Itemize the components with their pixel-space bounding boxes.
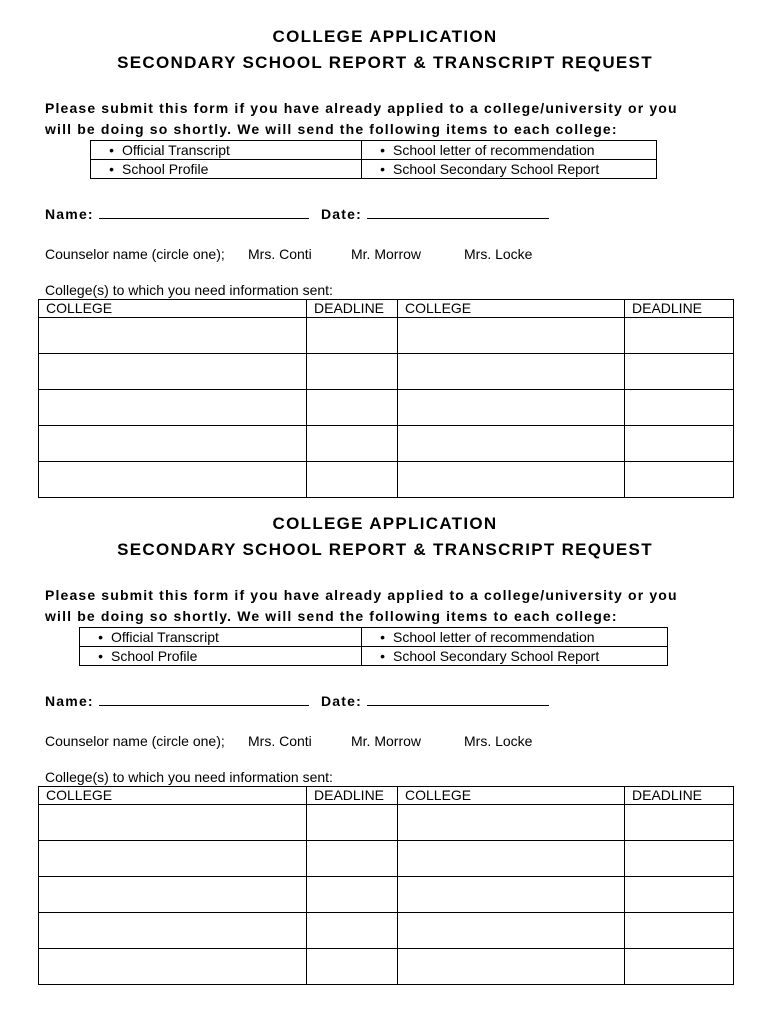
college-cell[interactable] [39, 877, 307, 913]
table-row [39, 426, 734, 462]
item-cell [91, 141, 362, 160]
instructions-line-2: will be doing so shortly. We will send the following items to each college: [45, 121, 618, 137]
date-input-line[interactable] [367, 691, 549, 706]
item-label: School Profile [111, 648, 198, 664]
item-cell [362, 160, 657, 179]
college-cell[interactable] [398, 390, 625, 426]
bullet-icon: • [380, 629, 385, 645]
bullet-icon: • [109, 161, 114, 177]
table-row [39, 354, 734, 390]
items-table [79, 627, 668, 666]
college-cell[interactable] [398, 877, 625, 913]
table-header-row [39, 787, 734, 805]
deadline-cell[interactable] [307, 354, 398, 390]
form-title: COLLEGE APPLICATION [272, 27, 498, 46]
item-cell [362, 647, 668, 666]
deadline-cell[interactable] [625, 426, 734, 462]
deadline-cell[interactable] [307, 805, 398, 841]
college-cell[interactable] [398, 913, 625, 949]
item-cell [362, 141, 657, 160]
items-table [90, 140, 657, 179]
deadline-cell[interactable] [307, 949, 398, 985]
form-title: COLLEGE APPLICATION [272, 514, 498, 533]
instructions-line-1: Please submit this form if you have already applied to a college/university or you [45, 100, 678, 116]
name-label: Name: [45, 693, 94, 709]
colleges-label: College(s) to which you need information sent: [45, 769, 333, 785]
date-input-line[interactable] [367, 204, 549, 219]
deadline-cell[interactable] [307, 390, 398, 426]
deadline-cell[interactable] [307, 913, 398, 949]
instructions [45, 98, 745, 140]
column-header: DEADLINE [625, 300, 734, 318]
deadline-cell[interactable] [625, 841, 734, 877]
column-header: DEADLINE [307, 300, 398, 318]
deadline-cell[interactable] [307, 426, 398, 462]
column-header: COLLEGE [398, 300, 625, 318]
form-copy-1 [0, 0, 770, 500]
item-label: School Secondary School Report [393, 161, 600, 177]
deadline-cell[interactable] [625, 805, 734, 841]
college-cell[interactable] [398, 426, 625, 462]
counselor-option[interactable]: Mrs. Locke [464, 246, 533, 262]
table-row [39, 949, 734, 985]
item-label: School letter of recommendation [393, 629, 595, 645]
table-row [39, 318, 734, 354]
deadline-cell[interactable] [625, 318, 734, 354]
item-label: School letter of recommendation [393, 142, 595, 158]
date-field [321, 204, 549, 222]
college-cell[interactable] [398, 354, 625, 390]
college-cell[interactable] [39, 426, 307, 462]
instructions-line-1: Please submit this form if you have already applied to a college/university or you [45, 587, 678, 603]
column-header: COLLEGE [398, 787, 625, 805]
date-label: Date: [321, 206, 363, 222]
college-cell[interactable] [39, 318, 307, 354]
column-header: DEADLINE [307, 787, 398, 805]
instructions [45, 585, 745, 627]
bullet-icon: • [380, 161, 385, 177]
item-cell [80, 628, 362, 647]
name-input-line[interactable] [99, 691, 309, 706]
item-label: School Profile [122, 161, 209, 177]
name-label: Name: [45, 206, 94, 222]
bullet-icon: • [98, 648, 103, 664]
deadline-cell[interactable] [625, 390, 734, 426]
bullet-icon: • [380, 142, 385, 158]
column-header: COLLEGE [39, 787, 307, 805]
table-row [39, 877, 734, 913]
counselor-option[interactable]: Mr. Morrow [351, 733, 421, 749]
item-cell [80, 647, 362, 666]
college-cell[interactable] [398, 841, 625, 877]
college-cell[interactable] [398, 805, 625, 841]
bullet-icon: • [109, 142, 114, 158]
counselor-label: Counselor name (circle one); [45, 733, 225, 749]
college-cell[interactable] [39, 913, 307, 949]
table-row [39, 841, 734, 877]
item-label: School Secondary School Report [393, 648, 600, 664]
table-row [39, 390, 734, 426]
table-header-row [39, 300, 734, 318]
college-cell[interactable] [39, 805, 307, 841]
deadline-cell[interactable] [625, 354, 734, 390]
college-cell[interactable] [398, 949, 625, 985]
counselor-option[interactable]: Mrs. Conti [248, 733, 312, 749]
name-field [45, 691, 309, 709]
form-subtitle: SECONDARY SCHOOL REPORT & TRANSCRIPT REQUEST [117, 53, 653, 72]
college-deadline-table [38, 299, 734, 498]
table-row [39, 913, 734, 949]
colleges-label: College(s) to which you need information sent: [45, 282, 333, 298]
counselor-option[interactable]: Mrs. Conti [248, 246, 312, 262]
deadline-cell[interactable] [307, 877, 398, 913]
instructions-line-2: will be doing so shortly. We will send the following items to each college: [45, 608, 618, 624]
date-field [321, 691, 549, 709]
item-cell [91, 160, 362, 179]
college-deadline-table [38, 786, 734, 985]
college-cell[interactable] [39, 841, 307, 877]
name-input-line[interactable] [99, 204, 309, 219]
deadline-cell[interactable] [307, 841, 398, 877]
deadline-cell[interactable] [625, 949, 734, 985]
college-cell[interactable] [398, 318, 625, 354]
item-cell [362, 628, 668, 647]
item-label: Official Transcript [111, 629, 219, 645]
counselor-option[interactable]: Mr. Morrow [351, 246, 421, 262]
column-header: COLLEGE [39, 300, 307, 318]
form-copy-2 [0, 487, 770, 987]
college-cell[interactable] [39, 354, 307, 390]
item-label: Official Transcript [122, 142, 230, 158]
deadline-cell[interactable] [625, 913, 734, 949]
college-cell[interactable] [39, 949, 307, 985]
name-field [45, 204, 309, 222]
column-header: DEADLINE [625, 787, 734, 805]
deadline-cell[interactable] [307, 318, 398, 354]
table-row [39, 805, 734, 841]
date-label: Date: [321, 693, 363, 709]
deadline-cell[interactable] [625, 877, 734, 913]
bullet-icon: • [380, 648, 385, 664]
bullet-icon: • [98, 629, 103, 645]
counselor-option[interactable]: Mrs. Locke [464, 733, 533, 749]
college-cell[interactable] [39, 390, 307, 426]
counselor-label: Counselor name (circle one); [45, 246, 225, 262]
form-subtitle: SECONDARY SCHOOL REPORT & TRANSCRIPT REQUEST [117, 540, 653, 559]
